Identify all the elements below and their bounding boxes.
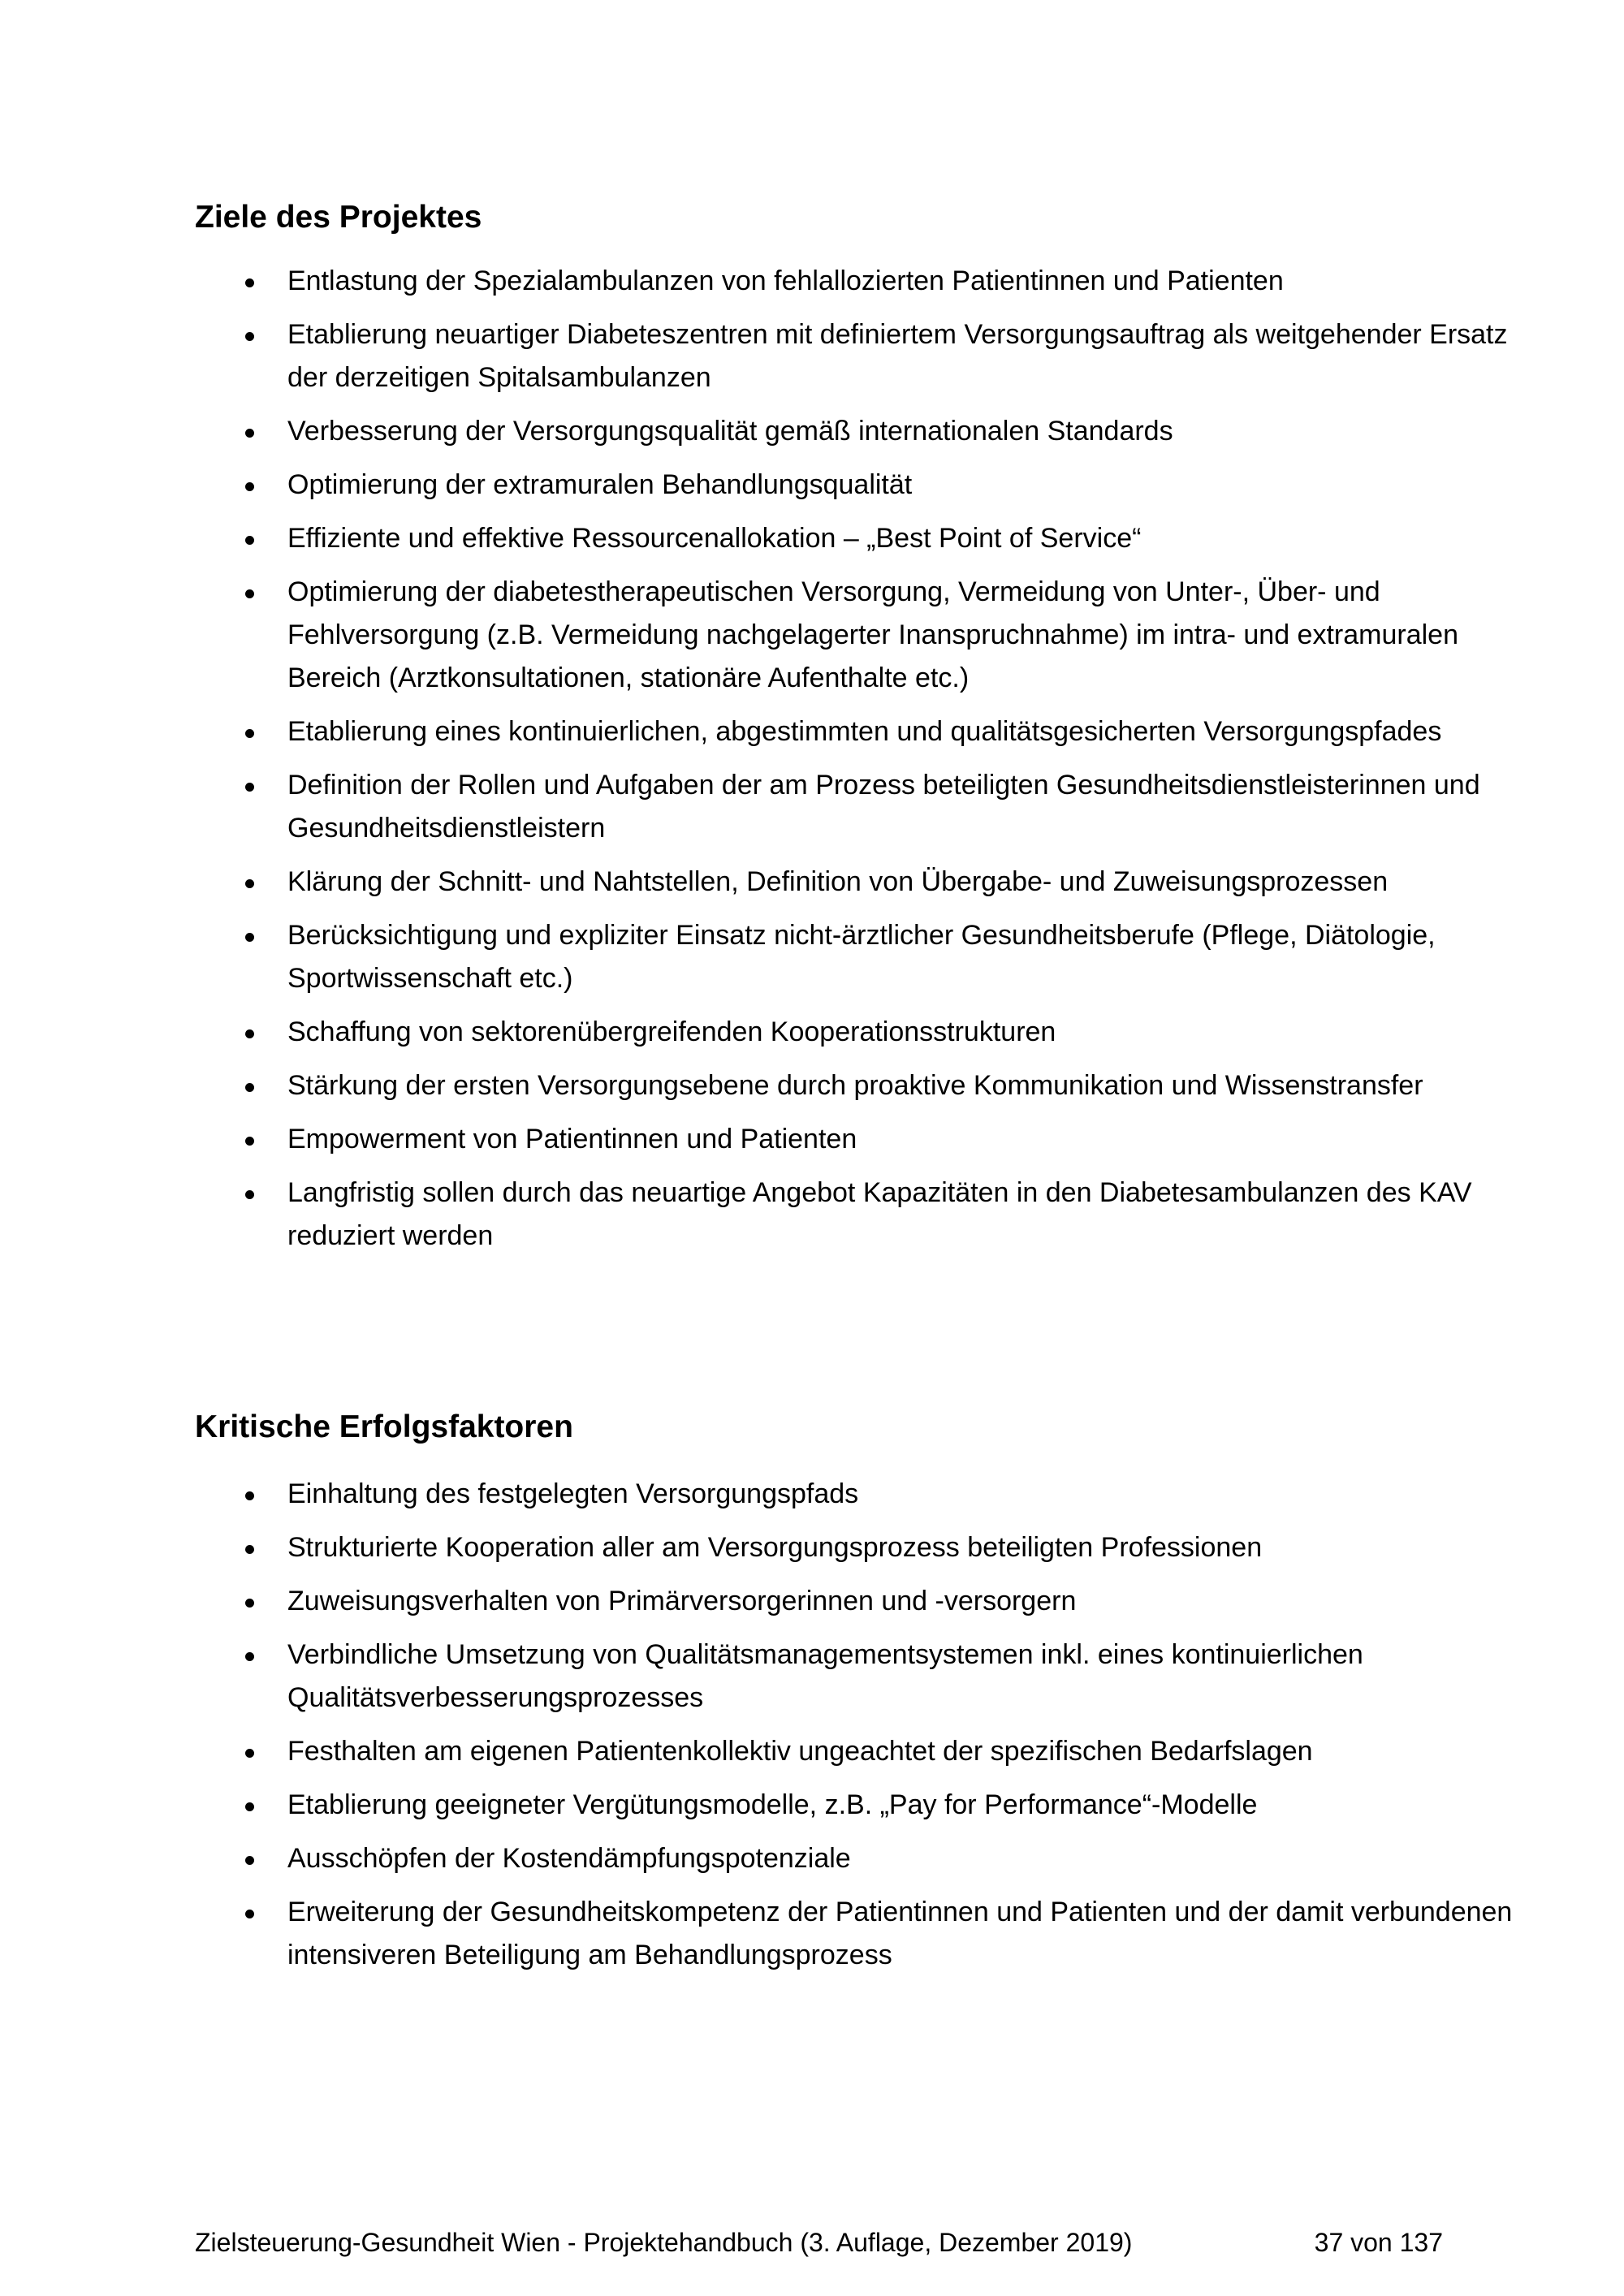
list-item-text: Strukturierte Kooperation aller am Versorgungsprozess beteiligten Professionen [287, 1532, 1263, 1563]
list-item-text: Schaffung von sektorenübergreifenden Kooperationsstrukturen [287, 1016, 1056, 1047]
list-item-text: Optimierung der diabetestherapeutischen Versorgung, Vermeidung von Unter-, Über- und Fehlversorgung (z.B. Vermeidung nachgelagerter Inanspruchnahme) im intra- und extramuralen Bereich (Arztkonsultationen, stationäre Aufenthalte etc.) [287, 576, 1458, 693]
bullet-icon [245, 1910, 254, 1918]
list-item [195, 1837, 1543, 1880]
bullet-icon [245, 278, 254, 287]
list-item [195, 1473, 1543, 1516]
list-item-text: Etablierung neuartiger Diabeteszentren mit definiertem Versorgungsauftrag als weitgehender Ersatz der derzeitigen Spitalsambulanzen [287, 319, 1508, 393]
list-item [195, 517, 1543, 560]
list-item-text: Verbindliche Umsetzung von Qualitätsmanagementsystemen inkl. eines kontinuierlichen Qualitätsverbesserungsprozesses [287, 1639, 1363, 1713]
section-heading: Ziele des Projektes [195, 200, 482, 235]
list-item [195, 861, 1543, 904]
list-item-text: Empowerment von Patientinnen und Patienten [287, 1124, 857, 1154]
section-kritische-erfolgsfaktoren [195, 1408, 1513, 1987]
list-item [195, 464, 1543, 507]
bullet-icon [245, 1083, 254, 1092]
bullet-icon [245, 536, 254, 545]
list-item [195, 764, 1543, 850]
list-item [195, 313, 1543, 399]
list-item-text: Zuweisungsverhalten von Primärversorgerinnen und -versorgern [287, 1586, 1077, 1616]
bullet-list [195, 1473, 1513, 1977]
bullet-icon [245, 729, 254, 738]
bullet-icon [245, 1029, 254, 1038]
bullet-icon [245, 1652, 254, 1661]
section-ziele-des-projektes [195, 198, 1508, 1268]
bullet-icon [245, 1137, 254, 1146]
bullet-icon [245, 1749, 254, 1758]
list-item [195, 410, 1543, 453]
bullet-icon [245, 933, 254, 942]
section-heading: Kritische Erfolgsfaktoren [195, 1409, 573, 1444]
list-item-text: Effiziente und effektive Ressourcenallokation – „Best Point of Service“ [287, 523, 1142, 554]
bullet-icon [245, 482, 254, 491]
list-item [195, 1580, 1543, 1623]
list-item-text: Definition der Rollen und Aufgaben der am Prozess beteiligten Gesundheitsdienstleisterinnen und Gesundheitsdienstleistern [287, 770, 1480, 844]
list-item-text: Ausschöpfen der Kostendämpfungspotenziale [287, 1843, 851, 1874]
list-item [195, 1064, 1543, 1107]
list-item-text: Optimierung der extramuralen Behandlungsqualität [287, 469, 913, 500]
list-item [195, 1730, 1543, 1773]
list-item [195, 1011, 1543, 1054]
list-item [195, 571, 1543, 700]
list-item-text: Etablierung eines kontinuierlichen, abgestimmten und qualitätsgesicherten Versorgungspfades [287, 716, 1442, 747]
bullet-icon [245, 1856, 254, 1865]
bullet-list [195, 260, 1508, 1258]
bullet-icon [245, 1802, 254, 1811]
list-item-text: Verbesserung der Versorgungsqualität gemäß internationalen Standards [287, 416, 1173, 447]
list-item-text: Erweiterung der Gesundheitskompetenz der Patientinnen und Patienten und der damit verbundenen intensiveren Beteiligung am Behandlungsprozess [287, 1897, 1513, 1970]
list-item [195, 1634, 1543, 1720]
list-item-text: Einhaltung des festgelegten Versorgungspfads [287, 1478, 859, 1509]
list-item [195, 1526, 1543, 1569]
bullet-icon [245, 1599, 254, 1608]
bullet-icon [245, 1545, 254, 1554]
bullet-icon [245, 879, 254, 888]
list-item [195, 260, 1543, 303]
list-item-text: Langfristig sollen durch das neuartige Angebot Kapazitäten in den Diabetesambulanzen des KAV reduziert werden [287, 1177, 1472, 1251]
list-item [195, 710, 1543, 753]
bullet-icon [245, 332, 254, 341]
page-number: 37 von 137 [1314, 2228, 1443, 2257]
list-item [195, 1118, 1543, 1161]
list-item-text: Festhalten am eigenen Patientenkollektiv ungeachtet der spezifischen Bedarfslagen [287, 1736, 1313, 1767]
list-item [195, 1891, 1543, 1977]
list-item-text: Klärung der Schnitt- und Nahtstellen, Definition von Übergabe- und Zuweisungsprozessen [287, 866, 1389, 897]
list-item-text: Entlastung der Spezialambulanzen von fehlallozierten Patientinnen und Patienten [287, 265, 1284, 296]
bullet-icon [245, 783, 254, 792]
list-item-text: Stärkung der ersten Versorgungsebene durch proaktive Kommunikation und Wissenstransfer [287, 1070, 1423, 1101]
footer-title: Zielsteuerung-Gesundheit Wien - Projektehandbuch (3. Auflage, Dezember 2019) [195, 2228, 1133, 2257]
list-item [195, 1172, 1543, 1258]
page-footer [195, 2226, 1443, 2259]
list-item [195, 914, 1543, 1000]
list-item-text: Etablierung geeigneter Vergütungsmodelle, z.B. „Pay for Performance“-Modelle [287, 1789, 1258, 1820]
list-item-text: Berücksichtigung und expliziter Einsatz nicht-ärztlicher Gesundheitsberufe (Pflege, Diätologie, Sportwissenschaft etc.) [287, 920, 1436, 994]
bullet-icon [245, 1491, 254, 1500]
bullet-icon [245, 429, 254, 438]
list-item [195, 1784, 1543, 1827]
bullet-icon [245, 1190, 254, 1199]
bullet-icon [245, 589, 254, 598]
